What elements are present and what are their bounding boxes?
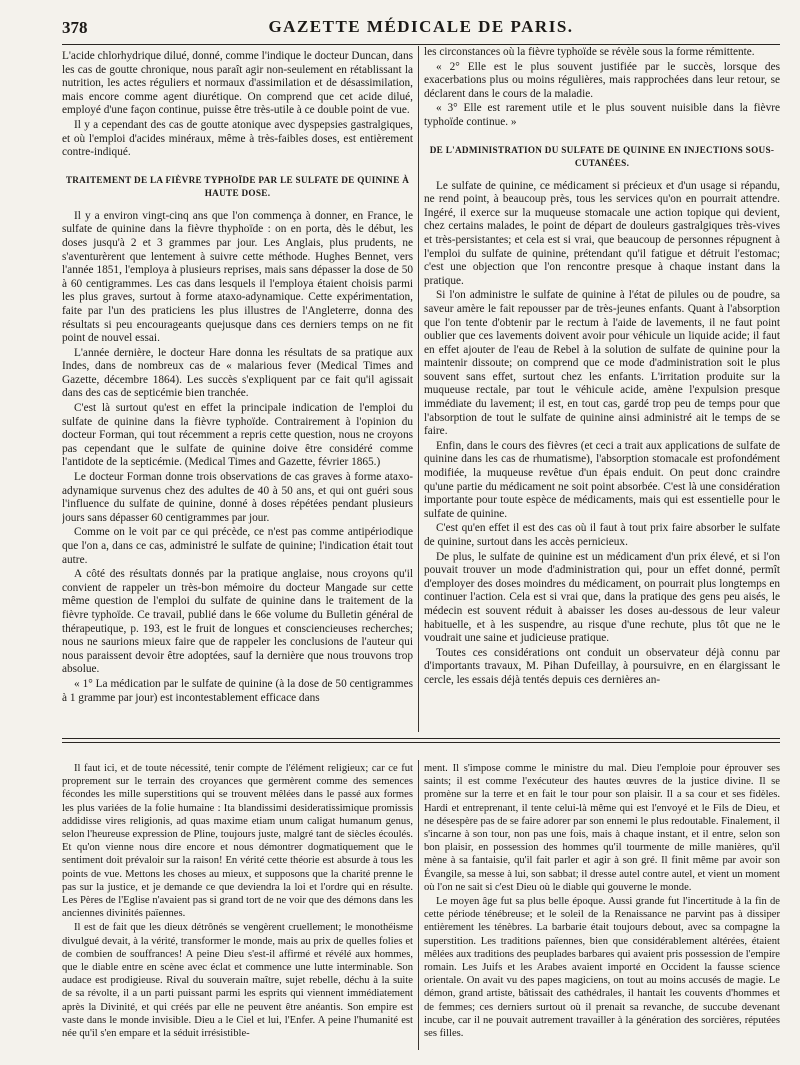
feuilleton-separator — [62, 738, 780, 743]
page-header — [62, 14, 780, 45]
paragraph: Le sulfate de quinine, ce médicament si précieux et d'un usage si répandu, ne rend point, à beaucoup près, tous les services qu'on en pourrait attendre. Ingéré, il exerce sur la muqueuse stomacale une action topique qui devient, chez certains malades, le point de départ de douleurs gastralgiques très-vives et très-persistantes; et cela est si vrai, que beaucoup de personnes répugnent à l'emploi du sulfate de quinine, prétendant qu'il fatigue et détruit l'estomac; c'est une objection que l'on rencontre presque à chaque instant dans la pratique. — [424, 179, 780, 287]
paragraph: Il faut ici, et de toute nécessité, tenir compte de l'élément religieux; car ce fut proprement sur le terrain des croyances que germèrent comme des semences fécondes les mille superstitions qui se trouvent mêlées dans le passé aux formes les plus variées de la folie humaine : Ita blandissimi desideratissimique promissis addidisse vires religionis, ad quas maxime etiam unum caligat humanum genus, selon l'heureuse expression de Pline, toujours juste, malgré tant de siècles écoulés. Et qu'on vienne nous dire encore et nous démontrer dogmatiquement que le sentiment doit prévaloir sur la raison! En vérité cette théorie est absurde à tous les points de vue. Mettons les choses au mieux, et supposons que la charité prenne le pas sur la justice, et je demande ce que deviendra la loi et l'ordre qui en résulte. Les Pères de l'Eglise n'avaient pas si grand tort de ne voir que des démons dans les anciennes divinités païennes. — [62, 763, 413, 920]
paragraph: A côté des résultats donnés par la pratique anglaise, nous croyons qu'il convient de rappeler un très-bon mémoire du docteur Mangade sur cette même question de l'emploi du sulfate de quinine dans le traitement de la fièvre typhoïde. Ce travail, publié dans le 66e volume du Bulletin général de thérapeutique, p. 193, est le fruit de longues et consciencieuses recherches; nous ne saurions mieux faire que de rappeler les conclusions de l'auteur qui nous paraissent devoir être adoptées, sauf la dernière que nous trouvons trop absolue. — [62, 568, 413, 676]
paragraph: Si l'on administre le sulfate de quinine à l'état de pilules ou de poudre, sa saveur amère le fait repousser par de très-jeunes enfants. Quant à l'absorption que l'on tente d'obtenir par le rectum à l'aide de lavements, il ne faut point oublier que ces lavements doivent avoir pour véhicule un liquide acide; il faut en effet ajouter de l'eau de Rebel à la solution de sulfate de quinine pour la maintenir dissoute; on comprend que ce mode d'administration soit le plus souvent sans effet, surtout chez les enfants. L'irritation produite sur la muqueuse rectale, par tout le véhicule acide, amène l'expulsion presque immédiate du lavement; il est, en tout cas, gardé trop peu de temps pour que l'absorption de tout le sulfate de quinine ainsi administré ait le temps de se faire. — [424, 289, 780, 438]
feuilleton-right-column — [424, 762, 780, 1058]
section-heading: DE L'ADMINISTRATION DU SULFATE DE QUININE EN INJECTIONS SOUS-CUTANÉES. — [429, 144, 775, 168]
paragraph: L'acide chlorhydrique dilué, donné, comme l'indique le docteur Duncan, dans les cas de goutte chronique, nous paraît agir non-seulement en rétablissant la nutrition, les actes réguliers et normaux d'assimilation et de désassimilation, mais encore comme agent diurétique. On comprend que cet acide dilué, employé d'une façon continue, puisse être très-utile à ce double point de vue. — [62, 50, 413, 117]
paragraph: les circonstances où la fièvre typhoïde se révèle sous la forme rémittente. — [424, 46, 755, 58]
feuilleton-left-column — [62, 762, 413, 1058]
page-number: 378 — [62, 18, 88, 37]
paragraph: L'année dernière, le docteur Hare donna les résultats de sa pratique aux Indes, dans de nombreux cas de « malarious fever (Medical Times and Gazette, décembre 1864). Les succès s'expliquent par ce fait qu'il agissait dans des cas de septicémie bien tranchée. — [62, 346, 413, 400]
paragraph: Il y a cependant des cas de goutte atonique avec dyspepsies gastralgiques, et où l'emploi d'acides minéraux, même à très-faibles doses, est entièrement contre-indiqué. — [62, 118, 413, 159]
paragraph: De plus, le sulfate de quinine est un médicament d'un prix élevé, et si l'on pouvait trouver un mode d'administration qui, pour un effet donné, permît d'employer des doses moindres du médicament, on pourrait plus longtemps en continuer l'action. Cela est si vrai que, dans la pratique des gens peu aisés, le médecin est souvent réduit à abaisser les doses au-dessous de leur valeur habituelle, et à les suspendre, au risque d'une rechute, plus tôt que ne le voudrait une saine et judicieuse pratique. — [424, 550, 780, 645]
feuilleton-column-divider — [418, 760, 419, 1050]
paragraph: Il est de fait que les dieux détrônés se vengèrent cruellement; le monothéisme divulgué devait, à la vérité, transformer le monde, mais au prix de quelles folies et de combien de souffrances! A peine Dieu s'est-il affirmé et révélé aux hommes, que le diable entre en scène avec éclat et commence une lutte interminable. Son audace est prodigieuse. Rival du souverain maître, sujet rebelle, déchu à la suite de sa révolte, il a un parti puissant parmi les esprits qui viennent immédiatement après la Divinité, et qui créés par elle ne peuvent être anéantis. Son empire est vaste dans le monde invisible. Dieu a le Ciel et lui, l'Enfer. A peine l'humanité est née qu'il s'en empare et la séduit irrésistible- — [62, 922, 413, 1040]
paragraph: Comme on le voit par ce qui précède, ce n'est pas comme antipériodique que l'on a, dans ce cas, administré le sulfate de quinine; l'indication était tout autre. — [62, 526, 413, 566]
paragraph: « 3° Elle est rarement utile et le plus souvent nuisible dans la fièvre typhoïde continue. » — [424, 102, 780, 128]
paragraph: « 2° Elle est le plus souvent justifiée par le succès, lorsque des exacerbations plus ou moins régulières, mais rapprochées dans leur retour, se déclarent dans le cours de la maladie. — [424, 60, 780, 100]
paragraph: Enfin, dans le cours des fièvres (et ceci a trait aux applications de sulfate de quinine dans les cas de rhumatisme), l'absorption stomacale est profondément modifiée, la muqueuse revêtue d'un épais enduit. On peut donc craindre qu'une partie du médicament ne soit point absorbée. C'est là une considération importante pour toute espèce de médicaments, mais qui est essentielle pour le sulfate de quinine. — [424, 439, 780, 520]
right-column — [424, 46, 780, 736]
paragraph: C'est qu'en effet il est des cas où il faut à tout prix faire absorber le sulfate de quinine, surtout dans les accès pernicieux. — [424, 522, 780, 548]
paragraph: Toutes ces considérations ont conduit un observateur déjà connu par d'importants travaux, M. Pihan Dufeillay, à poursuivre, en en élargissant le cercle, les essais déjà tentés depuis ces dernières an- — [424, 646, 780, 686]
paragraph: ment. Il s'impose comme le ministre du mal. Dieu l'emploie pour éprouver ses saints; il est comme l'exécuteur des hautes œuvres de la justice divine. Il se promène sur la terre et en fait le tour pour son plaisir. Il a sa cour et ses fidèles. Hardi et entreprenant, il tente celui-là même qui est l'envoyé et le Fils de Dieu, et ne désespère pas de se faire adorer par son ennemi le plus redoutable. Finalement, il s'incarne à son tour, non pas une fois, mais à chaque instant, et il entre, selon son bon plaisir, en possession des hommes qu'il tourmente de mille manières, qu'il mène à sa fantaisie, qu'il fait parler et agir à son gré. Il finit même par avoir son Évangile, sa messe à lui, son sabbat; il dresse autel contre autel, et vient un moment où l'on ne sait si c'est Dieu où le diable qui gouverne le monde. — [424, 763, 780, 893]
paragraph: Le moyen âge fut sa plus belle époque. Aussi grande fut l'incertitude à la fin de cette période ténébreuse; et le soleil de la Renaissance ne parvint pas à dissiper entièrement les ténèbres. La barbarie était toujours debout, avec sa compagne la superstition. Les traditions païennes, bien que considérablement altérées, étaient mêlées aux traditions des peuplades barbares qui avaient pris possession de l'empire romain. Les Juifs et les Arabes avaient importé en Occident la fausse science orientale. On avait vu des papes magiciens, on tout au moins accusés de magie. Le démon, grand artiste, bâtissait des cathédrales, il hantait les couvents d'hommes et de femmes; ces derniers surtout où il prenait sa revanche, de succube devenant incube, car il ne pouvait autrement travailler à la génération des sorcières, réputées ses filles. — [424, 896, 780, 1040]
paragraph: C'est là surtout qu'est en effet la principale indication de l'emploi du sulfate de quinine dans la fièvre typhoïde. Contrairement à l'opinion du docteur Forman, qui tout récemment a repris cette question, nous ne croyons pas cependant que le sulfate de quinine doive être considéré comme l'antidote de la septicémie. (Medical Times and Gazette, février 1865.) — [62, 402, 413, 469]
section-heading: TRAITEMENT DE LA FIÈVRE TYPHOÏDE PAR LE SULFATE DE QUININE À HAUTE DOSE. — [65, 174, 410, 198]
paragraph: « 1° La médication par le sulfate de quinine (à la dose de 50 centigrammes à 1 gramme par jour) est incontestablement efficace dans — [62, 677, 413, 704]
running-title: GAZETTE MÉDICALE DE PARIS. — [268, 17, 574, 36]
paragraph: Il y a environ vingt-cinq ans que l'on commença à donner, en France, le sulfate de quinine dans la fièvre thyphoïde : on en porta, dès le début, les doses jusqu'à 2 et 3 grammes par jour. Les Anglais, plus prudents, ne s'aventurèrent que lentement à suivre cette méthode. Hughes Bennet, vers l'année 1851, l'employa à plusieurs reprises, mais sans dépasser la dose de 50 à 60 centigrammes. Les cas dans lesquels il l'employa étaient choisis parmi les plus graves, surtout à forme ataxo-adynamique. Cette expérimentation, faite par l'un des praticiens les plus illustres de l'Angleterre, donna des résultats si peu encourageants quejusque dans ces derniers temps on ne fit point de nouvel essai. — [62, 209, 413, 345]
paragraph: Le docteur Forman donne trois observations de cas graves à forme ataxo-adynamique survenus chez des adultes de 40 à 50 ans, et qui ont guéri sous l'influence du sulfate de quinine, donné à doses répétées pendant plusieurs jours sans dépasser 60 centigrammes par jour. — [62, 471, 413, 524]
left-column — [62, 50, 413, 736]
column-divider — [418, 46, 419, 732]
